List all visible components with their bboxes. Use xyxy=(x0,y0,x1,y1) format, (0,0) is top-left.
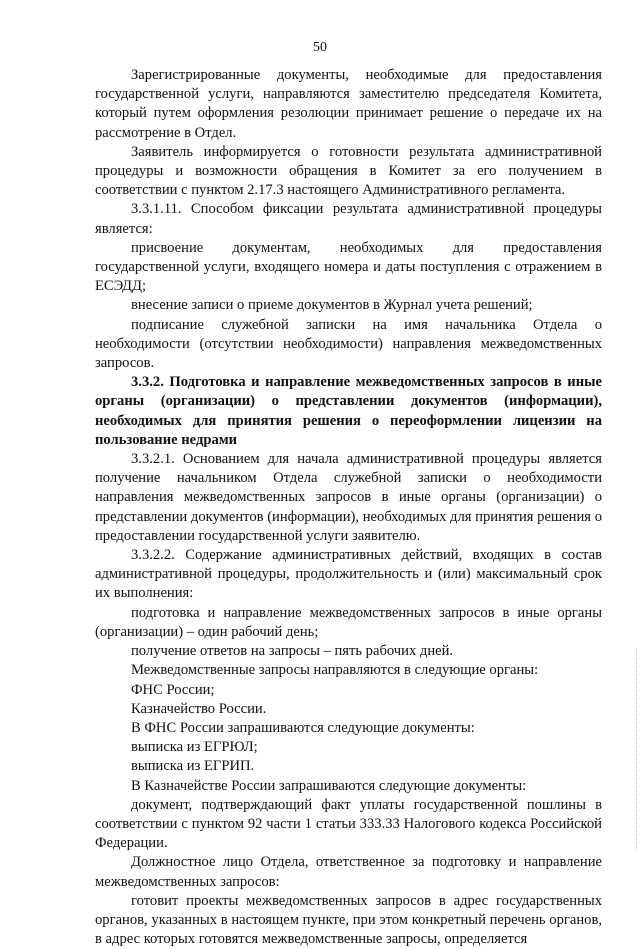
paragraph: В Казначействе России запрашиваются следующие документы: xyxy=(131,777,527,794)
list-item: подписание служебной записки на имя начальника Отдела о необходимости (отсутствии необходимости) направления межведомственных запросов. xyxy=(95,316,602,372)
document-body xyxy=(95,66,602,949)
list-item: присвоение документам, необходимых для предоставления государственной услуги, входящего номера и даты поступления с отражением в ЕСЭДД; xyxy=(95,239,602,295)
paragraph: Должностное лицо Отдела, ответственное за подготовку и направление межведомственных запросов: xyxy=(95,854,602,890)
page-number: 50 xyxy=(313,40,327,55)
list-item: документ, подтверждающий факт уплаты государственной пошлины в соответствии с пунктом 92 части 1 статьи 333.33 Налогового кодекса Российской Федерации. xyxy=(95,796,602,852)
list-item: внесение записи о приеме документов в Журнал учета решений; xyxy=(131,297,533,314)
paragraph: Заявитель информируется о готовности результата административной процедуры и возможности обращения в Комитет за его получением в соответствии с пунктом 2.17.3 настоящего Административного регламента. xyxy=(95,143,602,199)
list-item: выписка из ЕГРЮЛ; xyxy=(131,739,258,756)
list-item: подготовка и направление межведомственных запросов в иные органы (организации) – один рабочий день; xyxy=(95,604,602,640)
list-item: ФНС России; xyxy=(131,681,215,698)
paragraph: 3.3.1.11. Способом фиксации результата административной процедуры является: xyxy=(95,201,602,237)
paragraph: Межведомственные запросы направляются в следующие органы: xyxy=(131,662,539,679)
list-item: Казначейство России. xyxy=(131,700,267,717)
paragraph: 3.3.2.2. Содержание административных действий, входящих в состав административной процедуры, продолжительность и (или) максимальный срок их выполнения: xyxy=(95,547,602,602)
section-heading: 3.3.2. Подготовка и направление межведомственных запросов в иные органы (организации) о представлении документов (информации), необходимых для принятия решения о переоформлении лицензии на пользование недрами xyxy=(95,374,602,448)
list-item: выписка из ЕГРИП. xyxy=(131,758,255,775)
paragraph: 3.3.2.1. Основанием для начала административной процедуры является получение начальником Отдела служебной записки о необходимости направления межведомственных запросов в иные органы (организации) о представлении документов (информации), необходимых для принятия решения о предоставлении государственной услуги заявителю. xyxy=(95,451,602,544)
scan-edge-marks xyxy=(633,650,637,850)
paragraph: Зарегистрированные документы, необходимые для предоставления государственной услуги, направляются заместителю председателя Комитета, который путем оформления резолюции принимает решение о передаче их на рассмотрение в Отдел. xyxy=(95,67,602,141)
paragraph: В ФНС России запрашиваются следующие документы: xyxy=(131,719,475,736)
paragraph: готовит проекты межведомственных запросов в адрес государственных органов, указанных в настоящем пункте, при этом конкретный перечень органов, в адрес которых готовятся межведомственные запросы, определяется xyxy=(95,892,602,948)
list-item: получение ответов на запросы – пять рабочих дней. xyxy=(131,643,454,660)
